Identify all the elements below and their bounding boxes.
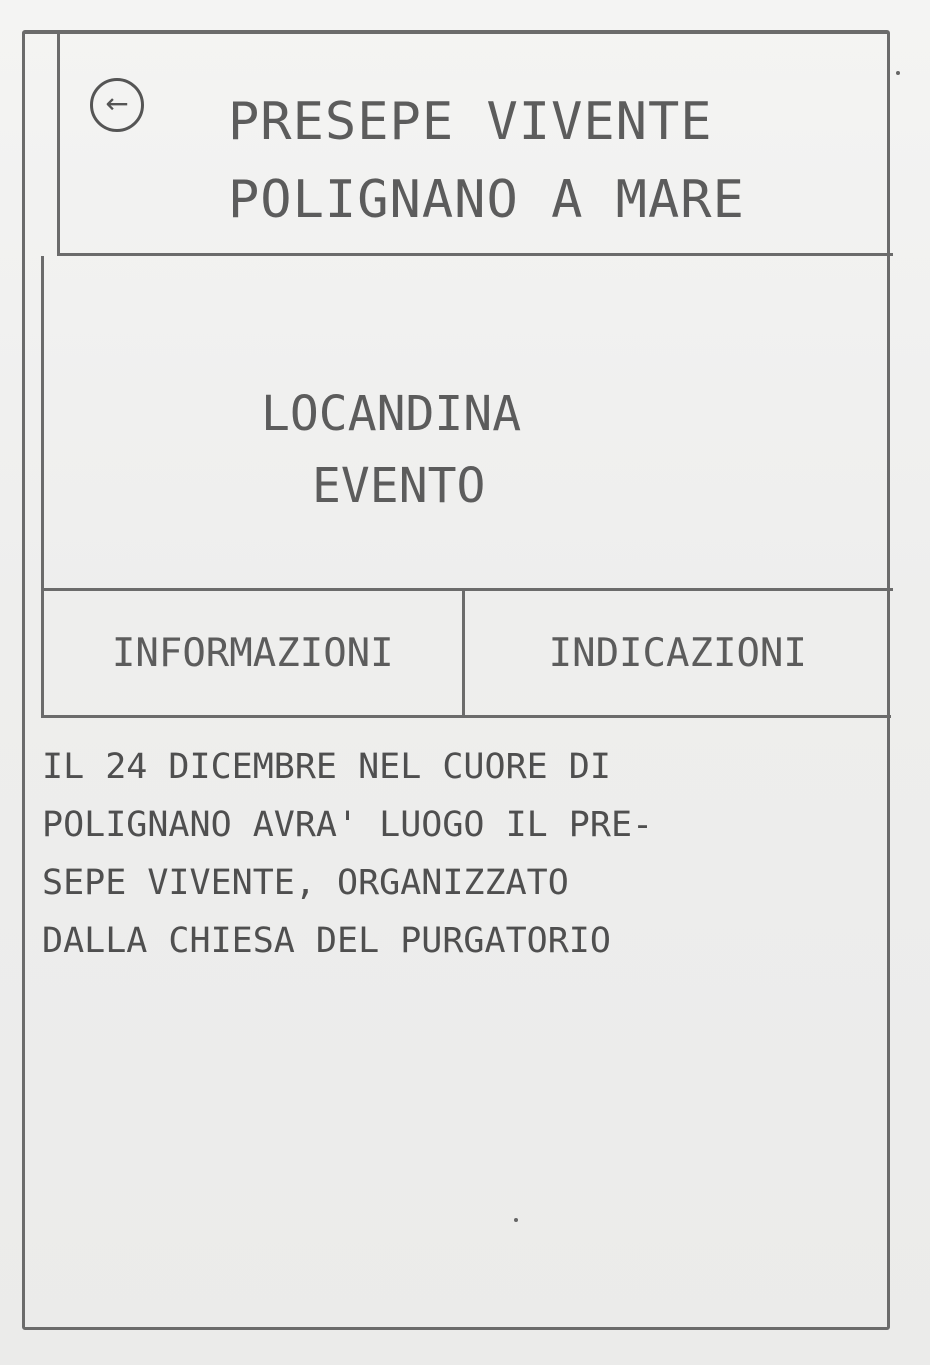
tab-indicazioni[interactable]: INDICAZIONI <box>548 630 807 676</box>
tab-bar <box>41 591 891 718</box>
back-arrow-icon: ← <box>105 87 129 120</box>
event-description <box>42 738 862 970</box>
page-title-line-1: PRESEPE VIVENTE <box>228 92 713 152</box>
description-line-1: IL 24 DICEMBRE NEL CUORE DI <box>42 747 611 787</box>
page-title-line-2: POLIGNANO A MARE <box>228 170 745 230</box>
back-button[interactable] <box>90 78 144 132</box>
pencil-mark <box>514 1218 518 1222</box>
pencil-mark <box>896 71 900 75</box>
tab-informazioni[interactable]: INFORMAZIONI <box>44 591 465 715</box>
description-line-3: SEPE VIVENTE, ORGANIZZATO <box>42 863 569 903</box>
poster-label-line-2: EVENTO <box>312 458 486 514</box>
poster-label-line-1: LOCANDINA <box>261 386 522 442</box>
app-header <box>57 34 893 256</box>
event-poster <box>41 256 893 591</box>
description-line-4: DALLA CHIESA DEL PURGATORIO <box>42 921 611 961</box>
phone-frame <box>22 30 890 1330</box>
description-line-2: POLIGNANO AVRA' LUOGO IL PRE- <box>42 805 654 845</box>
